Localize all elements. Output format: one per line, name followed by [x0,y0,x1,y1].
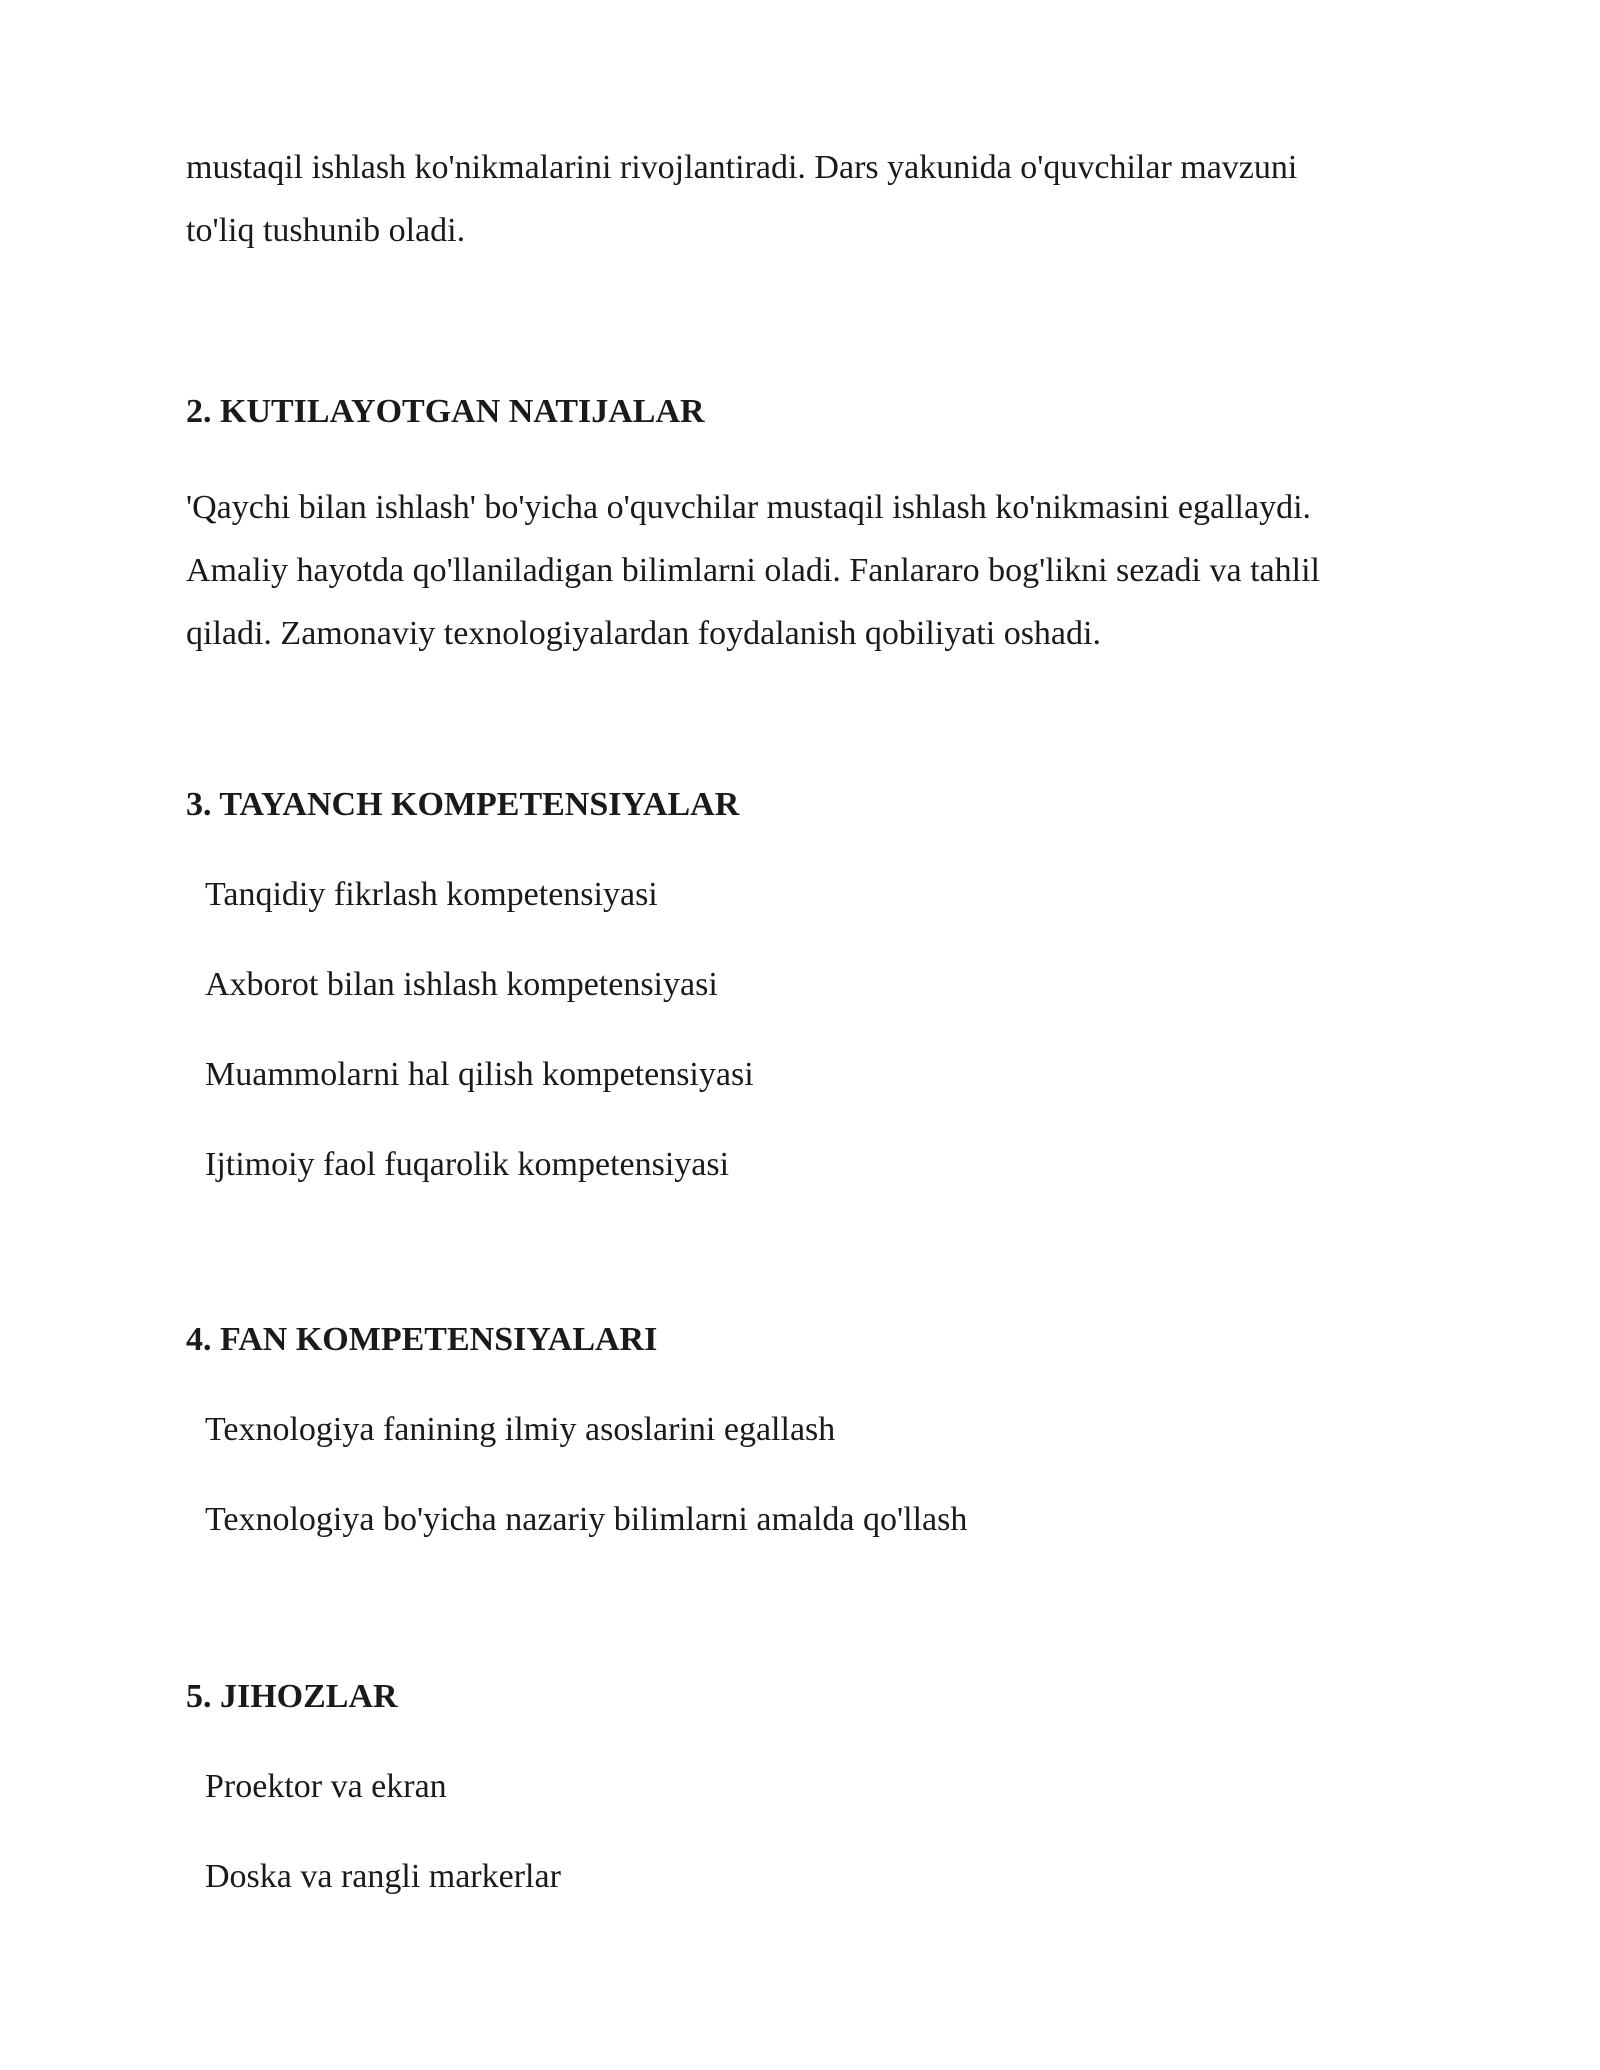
list-item: Proektor va ekran [205,1768,447,1805]
section-equipment [186,1675,1436,1899]
subject-competency-list [186,1408,1436,1542]
paragraph-line: Amaliy hayotda qo'llaniladigan bilimlarni oladi. Fanlararo bog'likni sezadi va tahlil [186,552,1320,589]
intro-line: to'liq tushunib oladi. [186,212,466,249]
intro-paragraph [186,136,1436,262]
paragraph-line: qiladi. Zamonaviy texnologiyalardan foydalanish qobiliyati oshadi. [186,615,1101,652]
section-expected-results [186,390,1436,665]
section-heading: 2. KUTILAYOTGAN NATIJALAR [186,393,705,430]
list-item: Axborot bilan ishlash kompetensiyasi [205,966,718,1003]
competency-list [186,873,1436,1187]
section-paragraph [186,476,1436,665]
section-subject-competencies [186,1318,1436,1542]
list-item: Texnologiya bo'yicha nazariy bilimlarni amalda qo'llash [205,1501,968,1538]
list-item: Doska va rangli markerlar [205,1858,561,1895]
list-item: Ijtimoiy faol fuqarolik kompetensiyasi [205,1146,730,1183]
list-item: Tanqidiy fikrlash kompetensiyasi [205,876,658,913]
paragraph-line: 'Qaychi bilan ishlash' bo'yicha o'quvchilar mustaqil ishlash ko'nikmasini egallaydi. [186,489,1312,526]
list-item: Texnologiya fanining ilmiy asoslarini egallash [205,1411,836,1448]
section-heading: 4. FAN KOMPETENSIYALARI [186,1321,658,1358]
section-heading: 5. JIHOZLAR [186,1678,398,1715]
section-heading: 3. TAYANCH KOMPETENSIYALAR [186,786,740,823]
equipment-list [186,1765,1436,1899]
section-core-competencies [186,783,1436,1187]
intro-line: mustaqil ishlash ko'nikmalarini rivojlantiradi. Dars yakunida o'quvchilar mavzuni [186,149,1298,186]
list-item: Muammolarni hal qilish kompetensiyasi [205,1056,754,1093]
